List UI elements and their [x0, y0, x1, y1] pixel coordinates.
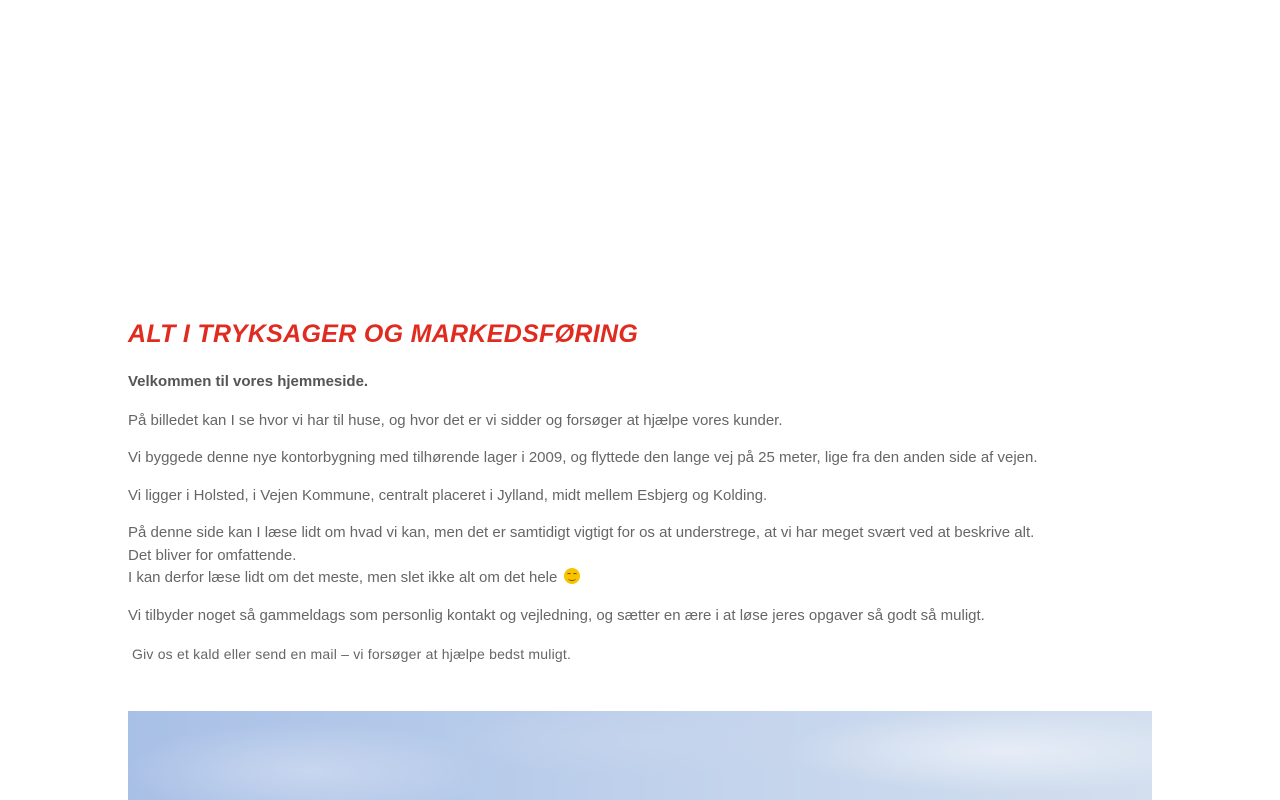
services-line-1: På denne side kan I læse lidt om hvad vi kan, men det er samtidigt vigtigt for os at understrege, at vi har meget svært ved at beskrive alt. [128, 524, 1035, 541]
welcome-text: Velkommen til vores hjemmeside. [128, 373, 369, 390]
page-headline: ALT I TRYKSAGER OG MARKEDSFØRING [128, 320, 639, 348]
paragraph-address: Vi ligger i Holsted, i Vejen Kommune, centralt placeret i Jylland, midt mellem Esbjerg og Kolding. [128, 487, 768, 504]
paragraph-call-to-action: Giv os et kald eller send en mail – vi forsøger at hjælpe bedst muligt. [132, 646, 572, 662]
services-line-3 [128, 567, 1034, 590]
services-line-3-text: I kan derfor læse lidt om det meste, men slet ikke alt om det hele [128, 569, 558, 586]
hero-blank-area [0, 0, 1280, 312]
building-photo [128, 711, 1152, 800]
paragraph-location: På billedet kan I se hvor vi har til huse, og hvor det er vi sidder og forsøger at hjælpe vores kunder. [128, 412, 783, 429]
smiling-face-icon [564, 568, 580, 584]
main-content [128, 312, 1152, 662]
paragraph-building: Vi byggede denne nye kontorbygning med tilhørende lager i 2009, og flyttede den lange vej på 25 meter, lige fra den anden side af vejen. [128, 449, 1038, 466]
paragraph-services [128, 522, 1034, 590]
paragraph-contact-offer: Vi tilbyder noget så gammeldags som personlig kontakt og vejledning, og sætter en ære i at løse jeres opgaver så godt så muligt. [128, 607, 985, 624]
services-line-2: Det bliver for omfattende. [128, 546, 297, 564]
